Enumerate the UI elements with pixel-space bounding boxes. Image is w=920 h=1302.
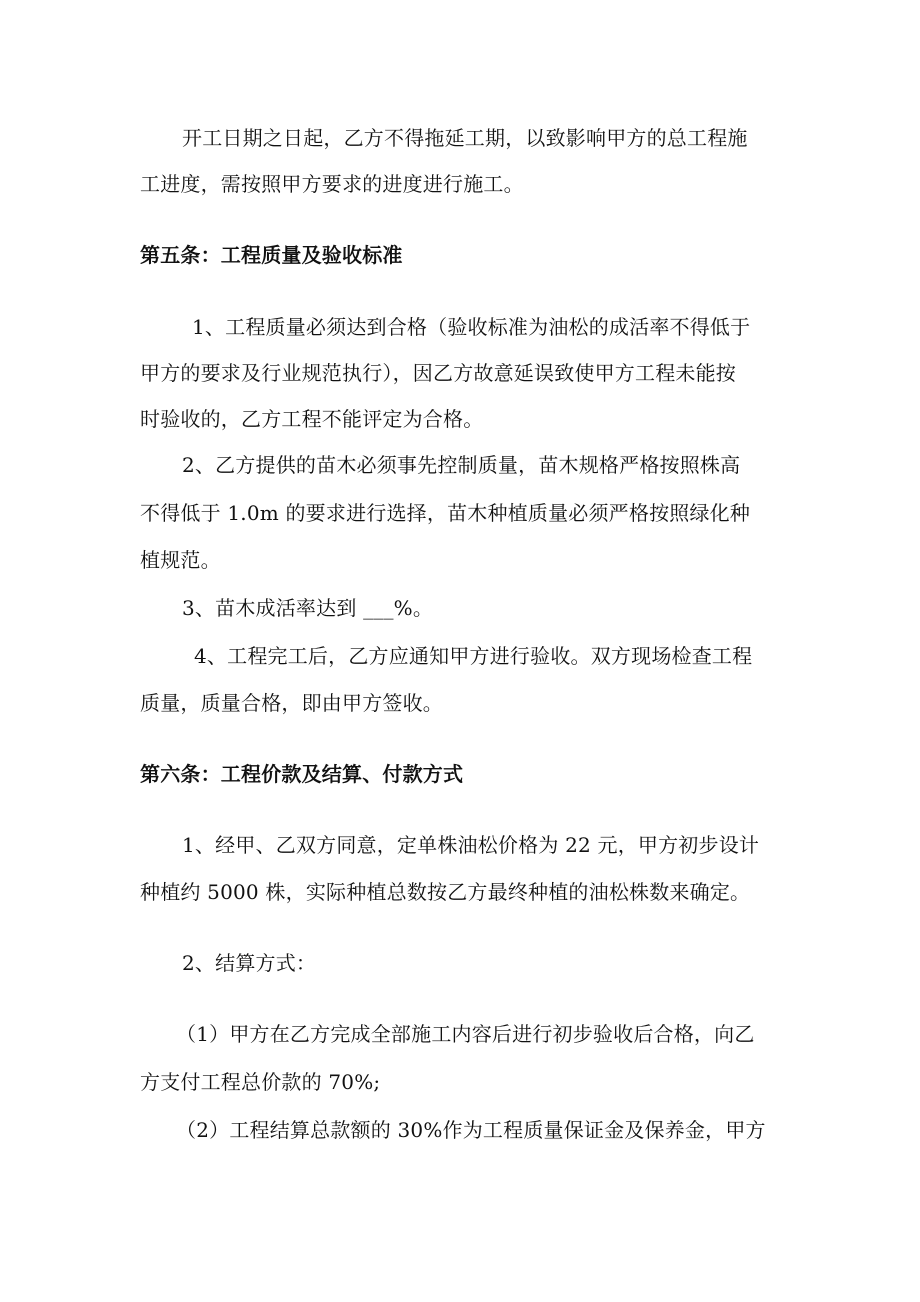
section-heading: 第六条：工程价款及结算、付款方式	[140, 762, 464, 786]
paragraph-line: 甲方的要求及行业规范执行），因乙方故意延误致使甲方工程未能按	[140, 361, 736, 385]
paragraph-line: （1）甲方在乙方完成全部施工内容后进行初步验收后合格，向乙	[176, 1022, 755, 1046]
paragraph-line: 3、苗木成活率达到 ___%。	[182, 596, 434, 620]
paragraph-line: 工进度，需按照甲方要求的进度进行施工。	[140, 172, 524, 196]
section-heading: 第五条：工程质量及验收标准	[140, 243, 403, 267]
paragraph-line: 种植约 5000 株，实际种植总数按乙方最终种植的油松株数来确定。	[140, 880, 751, 904]
paragraph-line: 1、工程质量必须达到合格（验收标准为油松的成活率不得低于	[192, 315, 751, 339]
paragraph-line: 2、结算方式：	[182, 951, 317, 975]
paragraph-line: 开工日期之日起，乙方不得拖延工期，以致影响甲方的总工程施	[182, 126, 748, 150]
paragraph-line: 2、乙方提供的苗木必须事先控制质量，苗木规格严格按照株高	[182, 453, 741, 477]
paragraph-line: （2）工程结算总款额的 30%作为工程质量保证金及保养金，甲方	[176, 1118, 766, 1142]
paragraph-line: 方支付工程总价款的 70%;	[140, 1070, 381, 1094]
paragraph-line: 不得低于 1.0m 的要求进行选择，苗木种植质量必须严格按照绿化种	[140, 501, 751, 525]
paragraph-line: 植规范。	[140, 548, 221, 572]
paragraph-line: 质量，质量合格，即由甲方签收。	[140, 691, 443, 715]
paragraph-line: 1、经甲、乙双方同意，定单株油松价格为 22 元，甲方初步设计	[182, 833, 760, 857]
paragraph-line: 时验收的，乙方工程不能评定为合格。	[140, 407, 484, 431]
paragraph-line: 4、工程完工后，乙方应通知甲方进行验收。双方现场检查工程	[194, 644, 753, 668]
